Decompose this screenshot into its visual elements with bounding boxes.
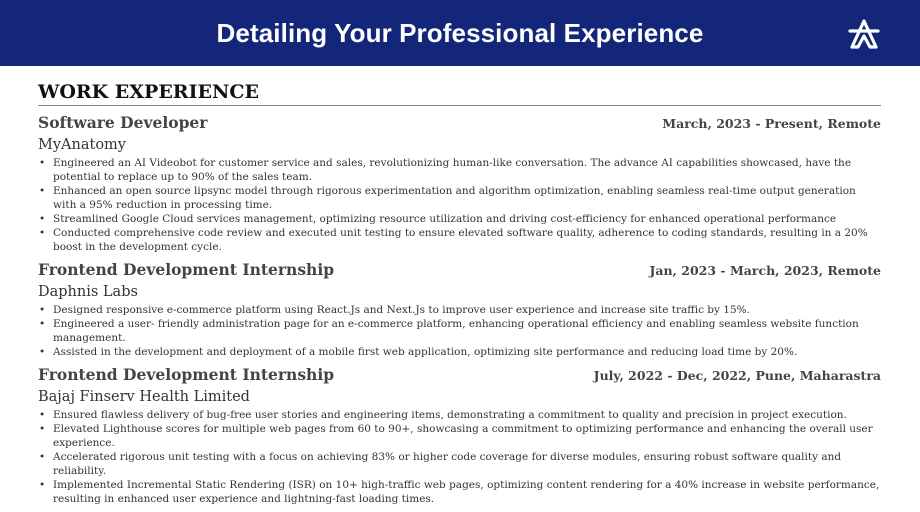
job-dates-location: Jan, 2023 - March, 2023, Remote bbox=[649, 263, 881, 278]
bullet-item: • Assisted in the development and deployment of a mobile first web application, optimizing site performance and reducing load time by 20%. bbox=[53, 345, 881, 359]
job-entry bbox=[38, 260, 881, 359]
company-name: Daphnis Labs bbox=[38, 284, 138, 300]
bullet-list bbox=[38, 303, 881, 359]
job-header bbox=[38, 365, 881, 386]
bullet-item: • Engineered an AI Videobot for customer service and sales, revolutionizing human-like conversation. The advance AI capabilities showcased, have the potential to replace up to 90% of the sales team. bbox=[53, 156, 881, 184]
company-name: MyAnatomy bbox=[38, 137, 126, 153]
job-dates-location: July, 2022 - Dec, 2022, Pune, Maharastra bbox=[593, 368, 881, 383]
bullet-item: • Ensured flawless delivery of bug-free user stories and engineering items, demonstrating a commitment to quality and precision in project execution. bbox=[53, 408, 881, 422]
job-header bbox=[38, 260, 881, 281]
section-title: WORK EXPERIENCE bbox=[38, 80, 881, 106]
job-dates-location: March, 2023 - Present, Remote bbox=[662, 116, 881, 131]
bullet-item: • Engineered a user- friendly administration page for an e-commerce platform, enhancing operational efficiency and enabling seamless website function management. bbox=[53, 317, 881, 345]
bullet-list bbox=[38, 408, 881, 506]
header-banner bbox=[0, 0, 920, 66]
bullet-item: • Accelerated rigorous unit testing with a focus on achieving 83% or higher code coverage for diverse modules, ensuring robust software quality and reliability. bbox=[53, 450, 881, 478]
job-title: Software Developer bbox=[38, 113, 208, 132]
bullet-item: • Elevated Lighthouse scores for multiple web pages from 60 to 90+, showcasing a commitment to optimizing performance and enhancing the overall user experience. bbox=[53, 422, 881, 450]
bullet-item: • Enhanced an open source lipsync model through rigorous experimentation and algorithm optimization, enabling seamless real-time output generation with a 95% reduction in processing time. bbox=[53, 184, 881, 212]
job-header bbox=[38, 113, 881, 134]
page-title: Detailing Your Professional Experience bbox=[216, 17, 704, 48]
bullet-item: • Streamlined Google Cloud services management, optimizing resource utilization and driving cost-efficiency for enhanced operational performance bbox=[53, 212, 881, 226]
resume-content bbox=[38, 80, 881, 512]
bullet-item: • Implemented Incremental Static Rendering (ISR) on 10+ high-traffic web pages, optimizing content rendering for a 40% increase in website performance, resulting in enhanced user experience and lightning-fast loading times. bbox=[53, 478, 881, 506]
job-title: Frontend Development Internship bbox=[38, 365, 335, 384]
company-name: Bajaj Finserv Health Limited bbox=[38, 389, 250, 405]
job-title: Frontend Development Internship bbox=[38, 260, 335, 279]
job-entry bbox=[38, 365, 881, 506]
bullet-item: • Conducted comprehensive code review and executed unit testing to ensure elevated software quality, adherence to coding standards, resulting in a 20% boost in the development cycle. bbox=[53, 226, 881, 254]
mountain-logo-icon bbox=[846, 18, 882, 50]
bullet-list bbox=[38, 156, 881, 254]
job-entry bbox=[38, 113, 881, 254]
bullet-item: • Designed responsive e-commerce platform using React.Js and Next.Js to improve user experience and increase site traffic by 15%. bbox=[53, 303, 881, 317]
